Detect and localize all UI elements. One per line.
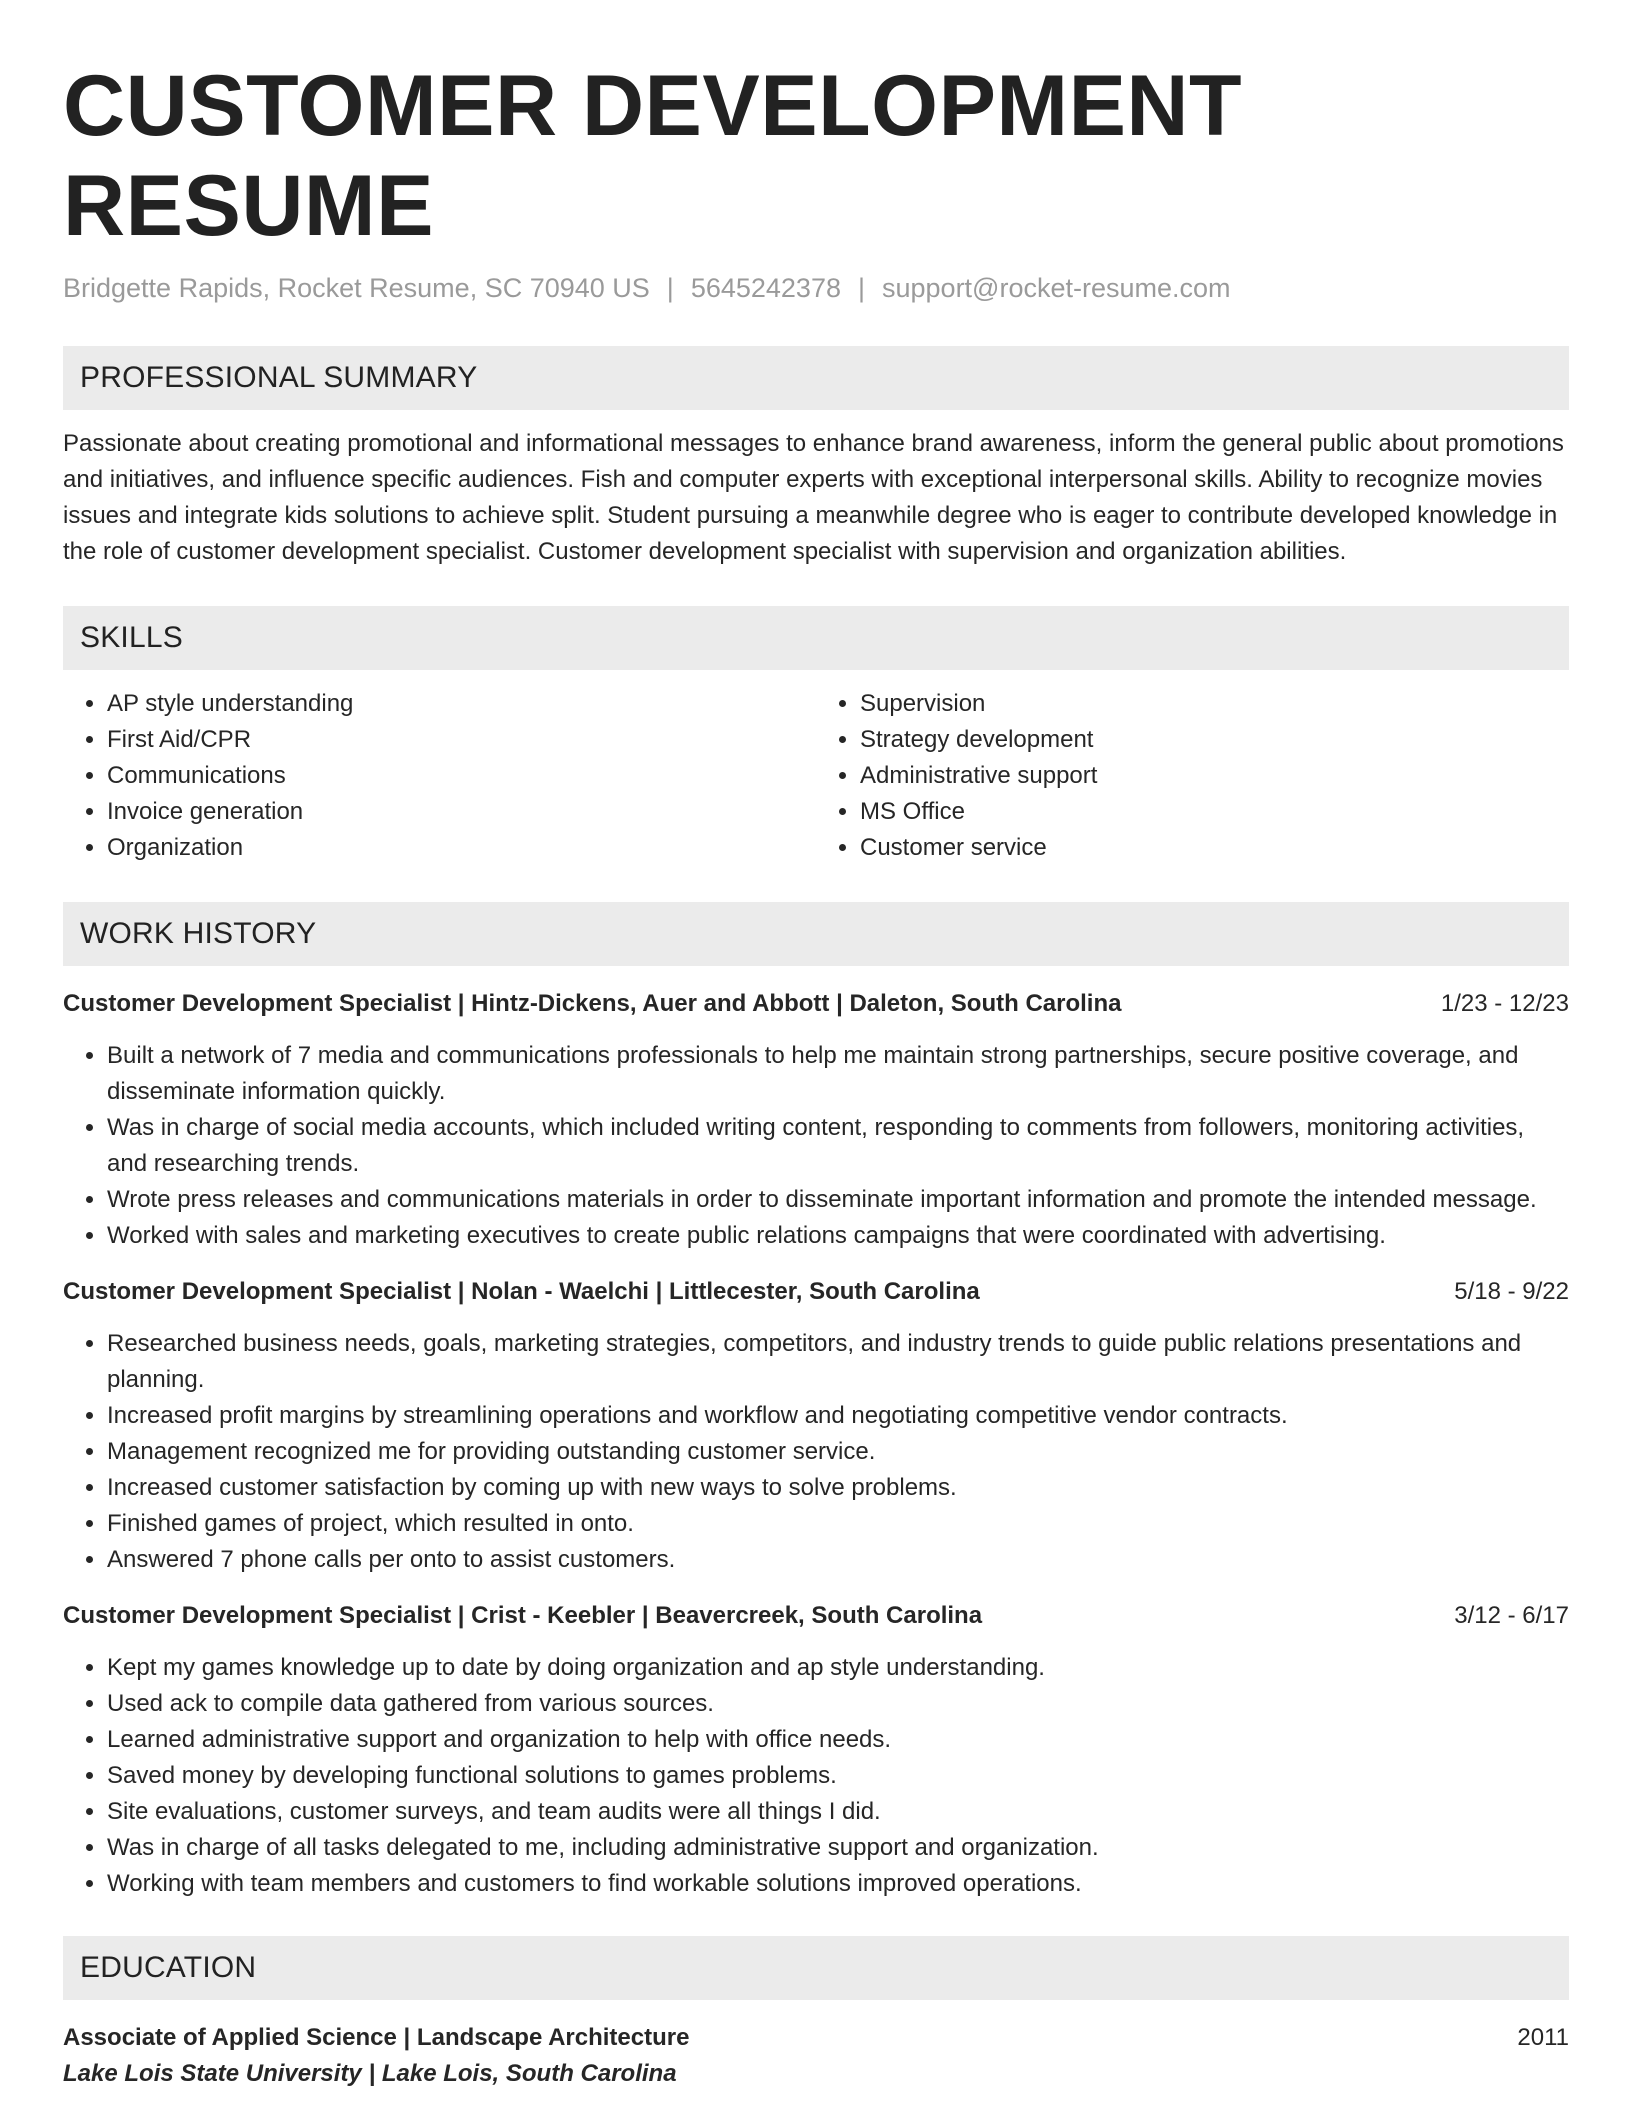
skill-item: • Organization: [107, 830, 816, 866]
job-bullet: • Wrote press releases and communications materials in order to disseminate important information and promote the intended message.: [107, 1182, 1569, 1218]
job-dates: 1/23 - 12/23: [1440, 990, 1569, 1017]
skill-item: • First Aid/CPR: [107, 722, 816, 758]
skill-item: • Supervision: [860, 686, 1569, 722]
education-heading: EDUCATION: [80, 1951, 257, 1984]
job-bullet: • Was in charge of all tasks delegated to me, including administrative support and organization.: [107, 1830, 1569, 1866]
skill-item: • Strategy development: [860, 722, 1569, 758]
job-bullet: • Kept my games knowledge up to date by doing organization and ap style understanding.: [107, 1650, 1569, 1686]
job-bullet: • Learned administrative support and organization to help with office needs.: [107, 1722, 1569, 1758]
education-section-header: [63, 1936, 1569, 2000]
job-entry: [63, 1274, 1569, 1578]
job-title: Customer Development Specialist | Hintz-Dickens, Auer and Abbott | Daleton, South Carolina: [63, 990, 1122, 1017]
job-header: [63, 986, 1569, 1022]
job-entry: [63, 986, 1569, 1254]
contact-line: [63, 270, 1569, 306]
work-heading: WORK HISTORY: [80, 917, 317, 950]
skills-heading: SKILLS: [80, 621, 183, 654]
education-year: 2011: [1517, 2024, 1569, 2051]
job-bullets: [63, 1038, 1569, 1254]
resume-title: CUSTOMER DEVELOPMENT RESUME: [63, 58, 1243, 254]
job-header: [63, 1598, 1569, 1634]
job-bullet: • Working with team members and customers to find workable solutions improved operations.: [107, 1866, 1569, 1902]
contact-separator: |: [666, 273, 674, 303]
skills-section-header: [63, 606, 1569, 670]
job-bullets: [63, 1326, 1569, 1578]
job-bullet: • Used ack to compile data gathered from various sources.: [107, 1686, 1569, 1722]
job-bullet: • Worked with sales and marketing executives to create public relations campaigns that were coordinated with advertising.: [107, 1218, 1569, 1254]
skill-item: • Customer service: [860, 830, 1569, 866]
job-bullet: • Built a network of 7 media and communications professionals to help me maintain strong partnerships, secure positive coverage, and disseminate information quickly.: [107, 1038, 1569, 1110]
contact-separator: |: [857, 273, 865, 303]
job-entry: [63, 1598, 1569, 1902]
job-bullet: • Site evaluations, customer surveys, and team audits were all things I did.: [107, 1794, 1569, 1830]
skill-item: • Communications: [107, 758, 816, 794]
education-school: Lake Lois State University | Lake Lois, South Carolina: [63, 2060, 677, 2087]
summary-section-header: [63, 346, 1569, 410]
contact-email: support@rocket-resume.com: [882, 273, 1231, 303]
summary-text: Passionate about creating promotional and informational messages to enhance brand awareness, inform the general public about promotions and initiatives, and influence specific audiences. Fish and computer experts with exceptional interpersonal skills. Ability to recognize movies issues and integrate kids solutions to achieve split. Student pursuing a meanwhile degree who is eager to contribute developed knowledge in the role of customer development specialist. Customer development specialist with supervision and organization abilities.: [63, 430, 1564, 565]
job-bullet: • Finished games of project, which resulted in onto.: [107, 1506, 1569, 1542]
job-title: Customer Development Specialist | Nolan - Waelchi | Littlecester, South Carolina: [63, 1278, 980, 1305]
job-bullet: • Increased profit margins by streamlining operations and workflow and negotiating competitive vendor contracts.: [107, 1398, 1569, 1434]
job-bullet: • Researched business needs, goals, marketing strategies, competitors, and industry trends to guide public relations presentations and planning.: [107, 1326, 1569, 1398]
skills-list: [63, 686, 1569, 866]
job-bullet: • Increased customer satisfaction by coming up with new ways to solve problems.: [107, 1470, 1569, 1506]
job-bullet: • Was in charge of social media accounts, which included writing content, responding to comments from followers, monitoring activities, and researching trends.: [107, 1110, 1569, 1182]
summary-heading: PROFESSIONAL SUMMARY: [80, 361, 478, 394]
job-dates: 3/12 - 6/17: [1454, 1602, 1569, 1629]
contact-phone: 5645242378: [690, 273, 841, 303]
skill-item: • Administrative support: [860, 758, 1569, 794]
education-degree: Associate of Applied Science | Landscape Architecture: [63, 2024, 690, 2051]
work-section-header: [63, 902, 1569, 966]
education-header: [63, 2020, 1569, 2056]
job-bullet: • Answered 7 phone calls per onto to assist customers.: [107, 1542, 1569, 1578]
skill-item: • Invoice generation: [107, 794, 816, 830]
job-bullet: • Saved money by developing functional solutions to games problems.: [107, 1758, 1569, 1794]
skill-item: • AP style understanding: [107, 686, 816, 722]
skills-column-right: [816, 686, 1569, 866]
job-header: [63, 1274, 1569, 1310]
skills-column-left: [63, 686, 816, 866]
job-title: Customer Development Specialist | Crist - Keebler | Beavercreek, South Carolina: [63, 1602, 983, 1629]
contact-address: Bridgette Rapids, Rocket Resume, SC 70940 US: [63, 273, 650, 303]
skill-item: • MS Office: [860, 794, 1569, 830]
job-bullet: • Management recognized me for providing outstanding customer service.: [107, 1434, 1569, 1470]
job-bullets: [63, 1650, 1569, 1902]
job-dates: 5/18 - 9/22: [1454, 1278, 1569, 1305]
